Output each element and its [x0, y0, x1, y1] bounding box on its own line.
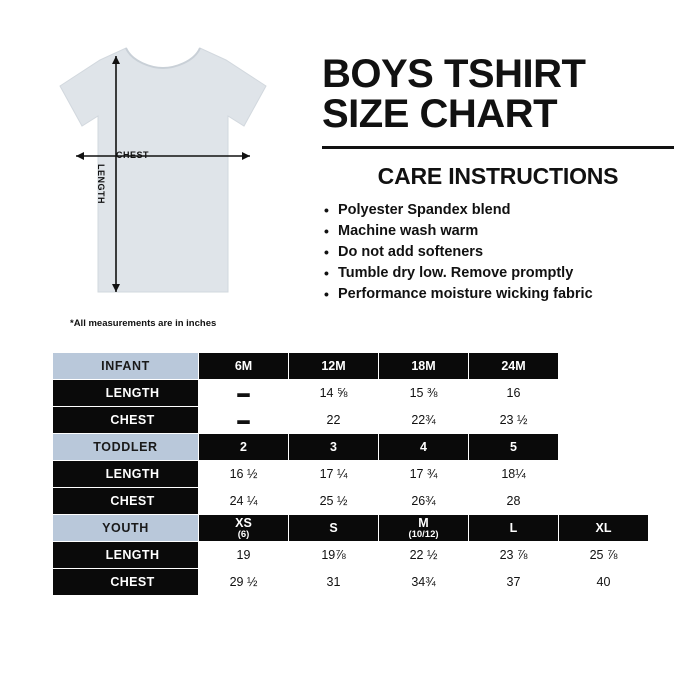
list-item: • Do not add softeners: [322, 242, 674, 263]
table-row: [53, 407, 649, 434]
size-header: 24M: [469, 353, 559, 380]
page-title-line1: BOYS TSHIRT: [322, 52, 586, 96]
size-header: 2: [199, 434, 289, 461]
row-label-length: LENGTH: [53, 542, 199, 569]
size-table-wrapper: [52, 352, 648, 596]
table-row: [53, 569, 649, 596]
size-header: [199, 515, 289, 542]
group-header-youth: YOUTH: [53, 515, 199, 542]
table-cell: 19: [199, 542, 289, 569]
size-header: 6M: [199, 353, 289, 380]
table-row: [53, 380, 649, 407]
table-cell: 15 ⅜: [379, 380, 469, 407]
table-cell: 37: [469, 569, 559, 596]
table-row: [53, 353, 649, 380]
table-row: [53, 434, 649, 461]
table-row: [53, 542, 649, 569]
empty-cell: [559, 488, 649, 515]
list-item: • Machine wash warm: [322, 221, 674, 242]
size-header: 3: [289, 434, 379, 461]
table-cell: 19⅞: [289, 542, 379, 569]
group-header-toddler: TODDLER: [53, 434, 199, 461]
row-label-length: LENGTH: [53, 380, 199, 407]
table-cell: 16 ½: [199, 461, 289, 488]
table-cell: 22¾: [379, 407, 469, 434]
table-cell: 29 ½: [199, 569, 289, 596]
care-instructions-list: [322, 200, 674, 305]
size-header: 12M: [289, 353, 379, 380]
shirt-diagram: [28, 42, 298, 329]
size-header: 18M: [379, 353, 469, 380]
header-text-block: [322, 54, 674, 305]
size-header: 4: [379, 434, 469, 461]
table-cell: 25 ⅞: [559, 542, 649, 569]
group-header-infant: INFANT: [53, 353, 199, 380]
table-cell: 26¾: [379, 488, 469, 515]
tshirt-illustration: [28, 42, 298, 310]
table-cell: 40: [559, 569, 649, 596]
empty-cell: [559, 380, 649, 407]
table-cell: 14 ⅝: [289, 380, 379, 407]
table-cell: ▬: [199, 380, 289, 407]
list-item: • Performance moisture wicking fabric: [322, 284, 674, 305]
size-header: S: [289, 515, 379, 542]
top-section: [0, 0, 700, 340]
table-row: [53, 515, 649, 542]
table-cell: 16: [469, 380, 559, 407]
empty-cell: [559, 434, 649, 461]
list-item: • Polyester Spandex blend: [322, 200, 674, 221]
title-divider: [322, 146, 674, 149]
table-row: [53, 461, 649, 488]
table-cell: 18¼: [469, 461, 559, 488]
table-row: [53, 488, 649, 515]
empty-cell: [559, 407, 649, 434]
size-header-sub: (10/12): [408, 528, 439, 540]
size-header: XL: [559, 515, 649, 542]
page-title-line2: SIZE CHART: [322, 92, 557, 136]
table-cell: 25 ½: [289, 488, 379, 515]
table-cell: 23 ½: [469, 407, 559, 434]
size-header: [379, 515, 469, 542]
size-header: L: [469, 515, 559, 542]
row-label-chest: CHEST: [53, 488, 199, 515]
table-cell: 34¾: [379, 569, 469, 596]
table-cell: 22 ½: [379, 542, 469, 569]
size-header-sub: (6): [237, 528, 250, 540]
table-cell: 24 ¼: [199, 488, 289, 515]
chest-measure-label: CHEST: [116, 150, 150, 160]
size-header-main: M: [418, 515, 429, 530]
care-instructions-title: CARE INSTRUCTIONS: [377, 163, 619, 189]
table-cell: 22: [289, 407, 379, 434]
table-cell: 31: [289, 569, 379, 596]
row-label-chest: CHEST: [53, 407, 199, 434]
table-cell: 23 ⅞: [469, 542, 559, 569]
table-cell: ▬: [199, 407, 289, 434]
size-header: 5: [469, 434, 559, 461]
list-item: • Tumble dry low. Remove promptly: [322, 263, 674, 284]
empty-cell: [559, 461, 649, 488]
table-cell: 28: [469, 488, 559, 515]
table-cell: 17 ¼: [289, 461, 379, 488]
measurement-note: *All measurements are in inches: [70, 318, 217, 329]
row-label-length: LENGTH: [53, 461, 199, 488]
size-table: [52, 352, 649, 596]
table-cell: 17 ¾: [379, 461, 469, 488]
length-measure-label: LENGTH: [96, 164, 106, 204]
empty-cell: [559, 353, 649, 380]
row-label-chest: CHEST: [53, 569, 199, 596]
size-header-main: XS: [235, 515, 252, 530]
